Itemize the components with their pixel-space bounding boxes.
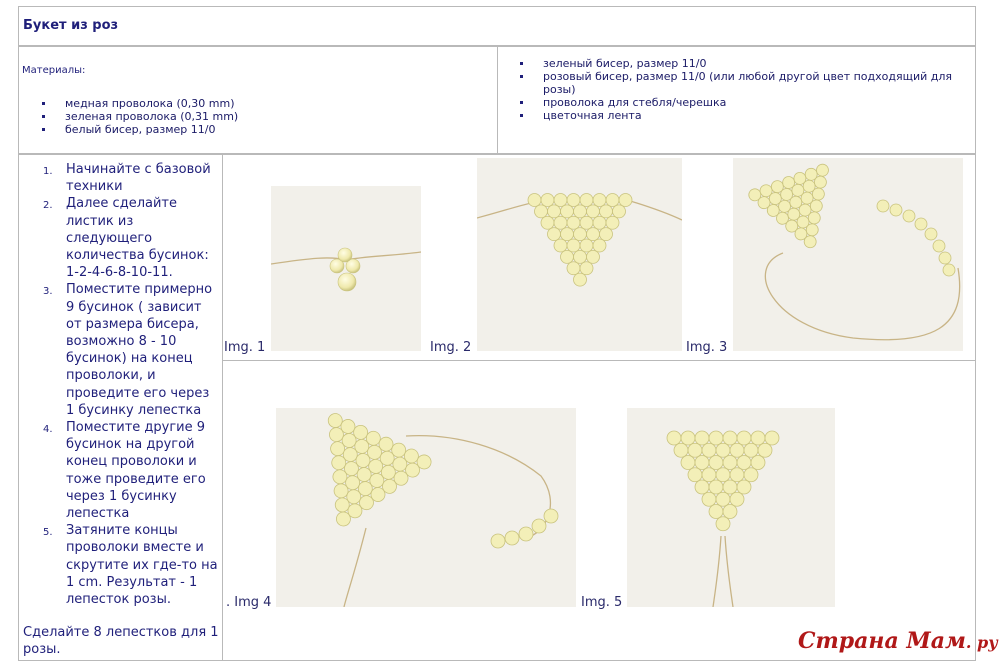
bead-shape xyxy=(695,480,709,494)
materials-left xyxy=(18,46,498,154)
final-note: Сделайте 8 лепестков для 1 розы. xyxy=(23,625,219,657)
watermark-logo xyxy=(798,628,998,654)
bead-shape xyxy=(702,443,716,457)
bead-shape xyxy=(667,431,681,445)
bead-shape xyxy=(593,194,606,207)
bead-shape xyxy=(567,262,580,275)
bead-shape xyxy=(730,468,744,482)
bead-shape xyxy=(619,194,632,207)
bead-shape xyxy=(744,468,758,482)
step-number: 4. xyxy=(43,424,53,436)
page-title: Букет из роз xyxy=(23,18,119,33)
bead-shape xyxy=(903,210,915,222)
bead-shape xyxy=(716,468,730,482)
photo-img1 xyxy=(271,186,421,351)
list-item: белый бисер, размер 11/0 xyxy=(39,123,238,136)
bead-shape xyxy=(925,228,937,240)
bead-shape xyxy=(915,218,927,230)
photo-img5 xyxy=(627,408,835,607)
bead-shape xyxy=(567,194,580,207)
bead-shape xyxy=(737,431,751,445)
bead-shape xyxy=(561,250,574,263)
bead-shape xyxy=(574,250,587,263)
bead-shape xyxy=(695,456,709,470)
bead-shape xyxy=(709,480,723,494)
bead-shape xyxy=(716,517,730,531)
bead-shape xyxy=(600,205,613,218)
bead-shape xyxy=(580,194,593,207)
bead-shape xyxy=(751,456,765,470)
beads-photo-1 xyxy=(271,186,421,351)
step-item xyxy=(19,281,219,419)
bead-shape xyxy=(758,443,772,457)
bead-shape xyxy=(567,239,580,252)
wire-shape xyxy=(765,253,959,340)
list-item: цветочная лента xyxy=(517,109,962,122)
beads-photo-5 xyxy=(627,408,835,607)
bead-shape xyxy=(519,527,533,541)
beads-photo-3 xyxy=(733,158,963,351)
petal-group xyxy=(667,431,779,531)
bead-shape xyxy=(593,239,606,252)
bead-shape xyxy=(554,239,567,252)
bead-shape xyxy=(544,509,558,523)
bead-shape xyxy=(580,216,593,229)
bead-shape xyxy=(548,205,561,218)
bead-shape xyxy=(580,262,593,275)
wire-shape xyxy=(713,536,733,607)
list-item: розовый бисер, размер 11/0 (или любой другой цвет подходящий для розы) xyxy=(517,70,962,96)
caption-img3: Img. 3 xyxy=(686,340,728,355)
bead-shape xyxy=(587,250,600,263)
caption-img4: . Img 4 xyxy=(226,595,272,610)
step-text: Поместите другие 9 бусинок на другой конец проволоки и тоже проведите его через 1 бусинку лепестка xyxy=(66,420,206,522)
title-box xyxy=(18,6,976,46)
watermark-suffix: . ру xyxy=(965,633,998,652)
list-item: проволока для стебля/черешка xyxy=(517,96,962,109)
bead-shape xyxy=(548,228,561,241)
bead-shape xyxy=(505,531,519,545)
step-number: 1. xyxy=(43,166,53,177)
list-item: зеленый бисер, размер 11/0 xyxy=(517,57,962,70)
materials-left-list xyxy=(39,97,238,136)
bead-shape xyxy=(600,228,613,241)
bead-shape xyxy=(737,480,751,494)
bead-shape xyxy=(606,216,619,229)
bead-shape xyxy=(541,216,554,229)
bead-shape xyxy=(688,443,702,457)
bead-shape xyxy=(716,443,730,457)
bead-shape xyxy=(723,505,737,519)
bead-shape xyxy=(580,239,593,252)
photo-img3 xyxy=(733,158,963,351)
materials-right-list xyxy=(517,57,962,122)
list-item: медная проволока (0,30 mm) xyxy=(39,97,238,110)
step-item xyxy=(19,419,219,522)
bead-shape xyxy=(716,492,730,506)
step-item xyxy=(19,522,219,608)
bead-shape xyxy=(567,216,580,229)
bead-shape xyxy=(943,264,955,276)
bead-shape xyxy=(681,456,695,470)
bead-shape xyxy=(541,194,554,207)
step-text: Далее сделайте листик из следующего количества бусинок: 1-2-4-6-8-10-11. xyxy=(66,196,209,281)
bead-shape xyxy=(606,194,619,207)
bead-shape xyxy=(709,456,723,470)
petal-group xyxy=(528,194,632,287)
caption-img5: Img. 5 xyxy=(581,595,623,610)
steps-box xyxy=(18,154,223,661)
caption-img2: Img. 2 xyxy=(430,340,472,355)
bead-shape xyxy=(737,456,751,470)
step-item xyxy=(19,161,219,195)
bead-shape xyxy=(535,205,548,218)
bead-shape xyxy=(933,240,945,252)
bead-shape xyxy=(688,468,702,482)
materials-right xyxy=(497,46,976,154)
bead-shape xyxy=(702,492,716,506)
bead-shape xyxy=(709,505,723,519)
bead-shape xyxy=(587,228,600,241)
petal-group xyxy=(290,411,434,549)
bead-shape xyxy=(681,431,695,445)
photo-img4 xyxy=(276,408,576,607)
steps-list xyxy=(19,161,219,608)
bead-shape xyxy=(877,200,889,212)
beads-photo-2 xyxy=(477,158,682,351)
photo-img2 xyxy=(477,158,682,351)
bead-shape xyxy=(765,431,779,445)
bead-shape xyxy=(491,534,505,548)
watermark-text: Страна Мам xyxy=(798,628,966,654)
bead-shape xyxy=(695,431,709,445)
bead-shape xyxy=(574,273,587,286)
petal-group xyxy=(747,163,852,262)
bead-shape xyxy=(574,228,587,241)
step-item xyxy=(19,195,219,281)
bead-shape xyxy=(730,443,744,457)
materials-label: Материалы: xyxy=(22,65,86,76)
bead-shape xyxy=(613,205,626,218)
bead-shape xyxy=(561,228,574,241)
bead-shape xyxy=(723,456,737,470)
bead-shape xyxy=(730,492,744,506)
step-text: Начинайте с базовой техники xyxy=(66,162,211,195)
bead-shape xyxy=(890,204,902,216)
bead-shape xyxy=(532,519,546,533)
bead-shape xyxy=(709,431,723,445)
bead-shape xyxy=(561,205,574,218)
bead-shape xyxy=(751,431,765,445)
bead-shape xyxy=(528,194,541,207)
step-number: 5. xyxy=(43,527,53,539)
bead-shape xyxy=(574,205,587,218)
bead-shape xyxy=(674,443,688,457)
bead-shape xyxy=(554,194,567,207)
bead-shape xyxy=(587,205,600,218)
list-item: зеленая проволока (0,31 mm) xyxy=(39,110,238,123)
caption-img1: Img. 1 xyxy=(224,340,266,355)
step-number: 2. xyxy=(43,200,53,212)
bead-shape xyxy=(939,252,951,264)
bead-shape xyxy=(593,216,606,229)
step-number: 3. xyxy=(43,286,53,298)
bead-shape xyxy=(744,443,758,457)
beads-photo-4 xyxy=(276,408,576,607)
step-text: Поместите примерно 9 бусинок ( зависит от размера бисера, возможно 8 - 10 бусинок) на конец проволоки, и проведите его через 1 бусинку лепестка xyxy=(66,282,213,418)
bead-shape xyxy=(723,431,737,445)
bead-shape xyxy=(723,480,737,494)
bead-shape xyxy=(702,468,716,482)
step-text: Затяните концы проволоки вместе и скрутите их где-то на 1 cm. Результат - 1 лепесток розы. xyxy=(66,523,218,608)
bead-shape xyxy=(554,216,567,229)
